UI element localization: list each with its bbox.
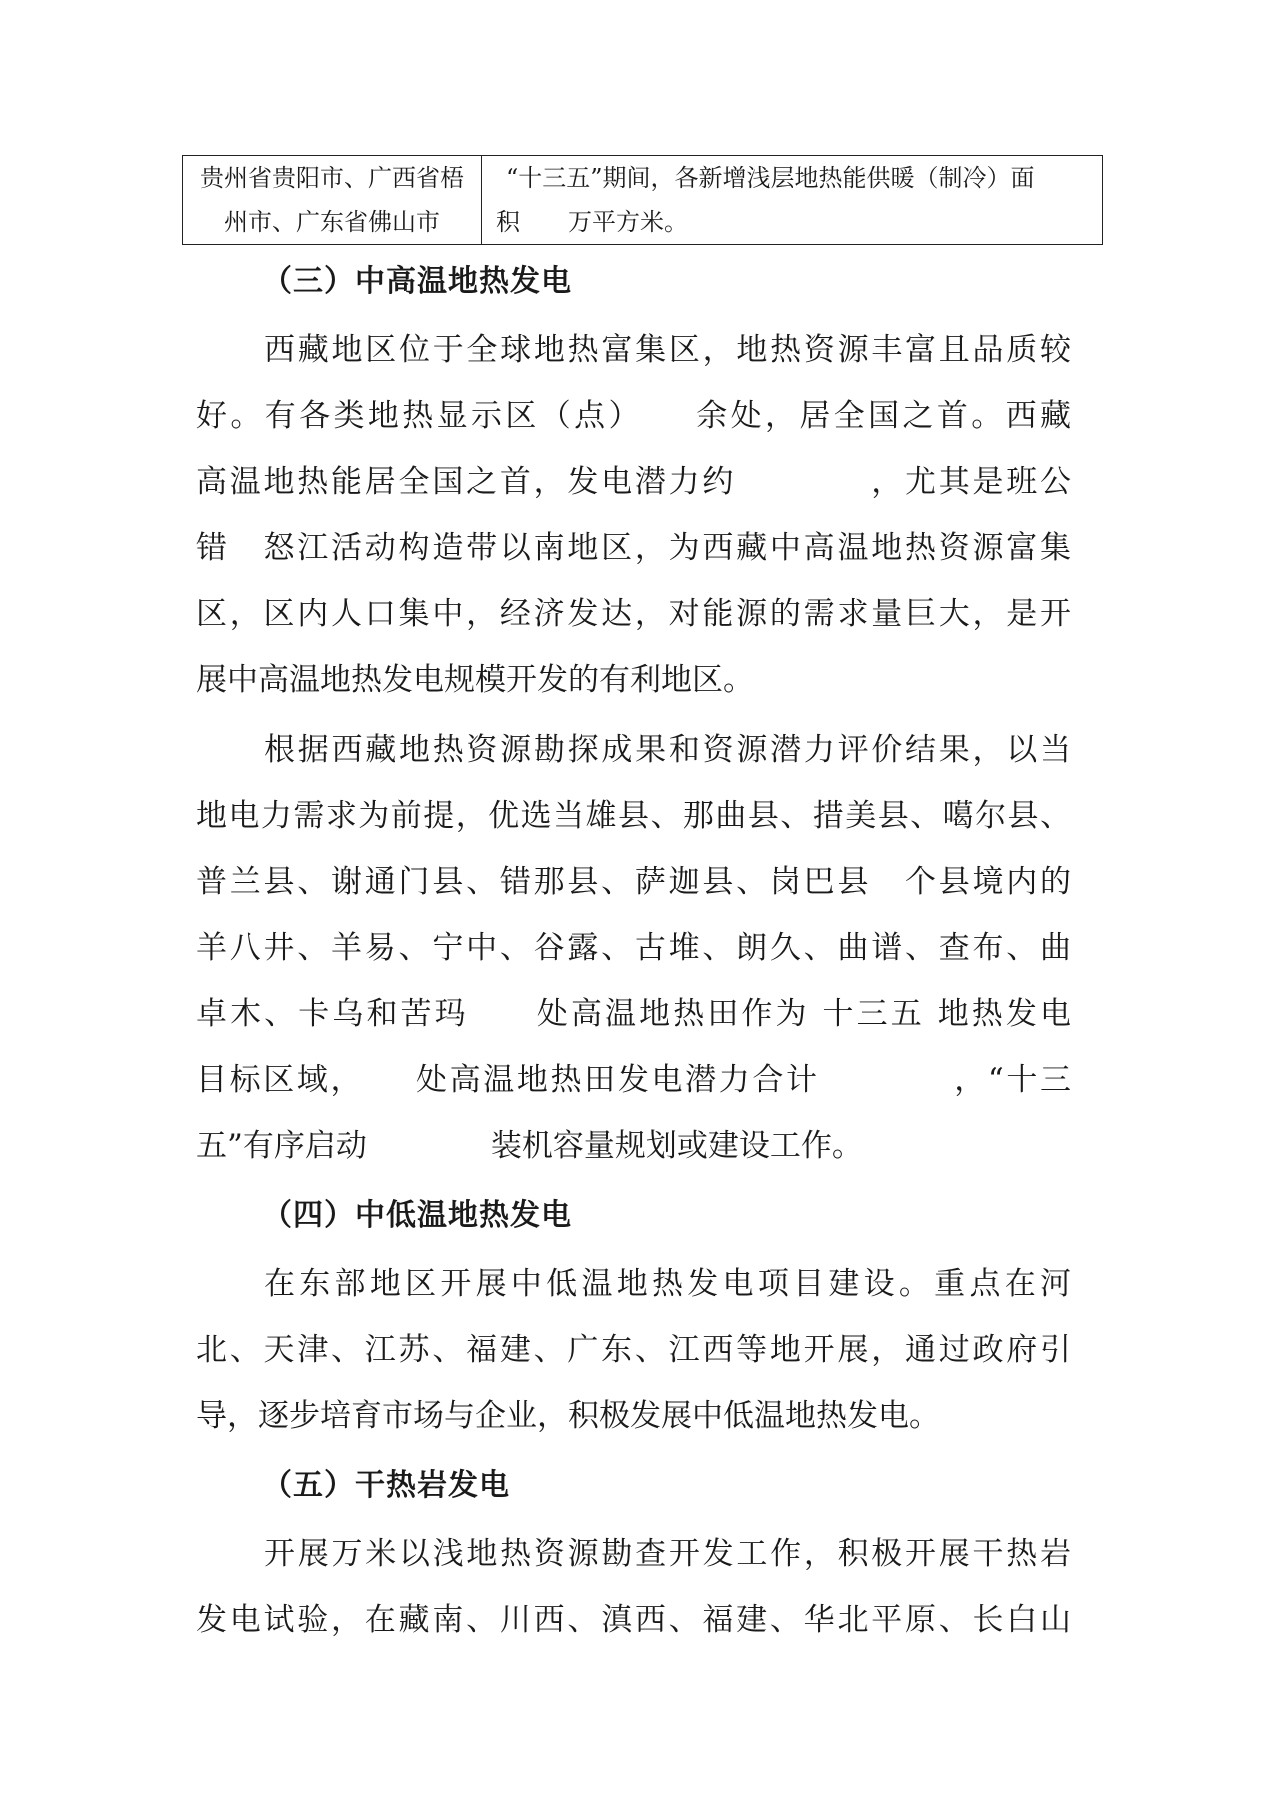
paragraph-line: 五”有序启动 装机容量规划或建设工作。 (196, 1128, 863, 1164)
paragraph-line: 目标区域， 处高温地热田发电潜力合计 ，“十三 (196, 1062, 1071, 1098)
paragraph-line: 北、天津、江苏、福建、广东、江西等地开展，通过政府引 (196, 1332, 1071, 1368)
paragraph-line: 根据西藏地热资源勘探成果和资源潜力评价结果，以当 (264, 732, 1071, 768)
table-cell-line: “十三五”期间，各新增浅层地热能供暖（制冷）面 (506, 164, 1035, 192)
paragraph-line: 错 怒江活动构造带以南地区，为西藏中高温地热资源富集 (196, 530, 1071, 566)
paragraph-line: 高温地热能居全国之首，发电潜力约 ，尤其是班公 (196, 464, 1071, 500)
paragraph-line: 发电试验，在藏南、川西、滇西、福建、华北平原、长白山 (196, 1602, 1071, 1638)
paragraph-line: 卓木、卡乌和苦玛 处高温地热田作为 十三五 地热发电 (196, 996, 1071, 1032)
table-cell-line: 州市、广东省佛山市 (224, 208, 440, 236)
paragraph-line: 在东部地区开展中低温地热发电项目建设。重点在河 (264, 1266, 1071, 1302)
paragraph-line: 普兰县、谢通门县、错那县、萨迦县、岗巴县 个县境内的 (196, 864, 1071, 900)
section-heading: （五）干热岩发电 (262, 1468, 510, 1503)
paragraph-line: 开展万米以浅地热资源勘查开发工作，积极开展干热岩 (264, 1536, 1071, 1572)
table-cell-target (482, 156, 1102, 244)
plan-table-row (182, 155, 1103, 245)
paragraph-line: 展中高温地热发电规模开发的有利地区。 (196, 662, 754, 698)
paragraph-line: 区，区内人口集中，经济发达，对能源的需求量巨大，是开 (196, 596, 1071, 632)
section-heading: （三）中高温地热发电 (262, 264, 572, 299)
paragraph-line: 好。有各类地热显示区（点） 余处，居全国之首。西藏 (196, 398, 1071, 434)
section-heading: （四）中低温地热发电 (262, 1198, 572, 1233)
paragraph-line: 西藏地区位于全球地热富集区，地热资源丰富且品质较 (264, 332, 1071, 368)
table-cell-line: 积 万平方米。 (496, 208, 688, 236)
table-cell-line: 贵州省贵阳市、广西省梧 (200, 164, 464, 192)
paragraph-line: 羊八井、羊易、宁中、谷露、古堆、朗久、曲谱、查布、曲 (196, 930, 1071, 966)
table-cell-region (183, 156, 482, 244)
paragraph-line: 地电力需求为前提，优选当雄县、那曲县、措美县、噶尔县、 (196, 798, 1071, 834)
paragraph-line: 导，逐步培育市场与企业，积极发展中低温地热发电。 (196, 1398, 940, 1434)
